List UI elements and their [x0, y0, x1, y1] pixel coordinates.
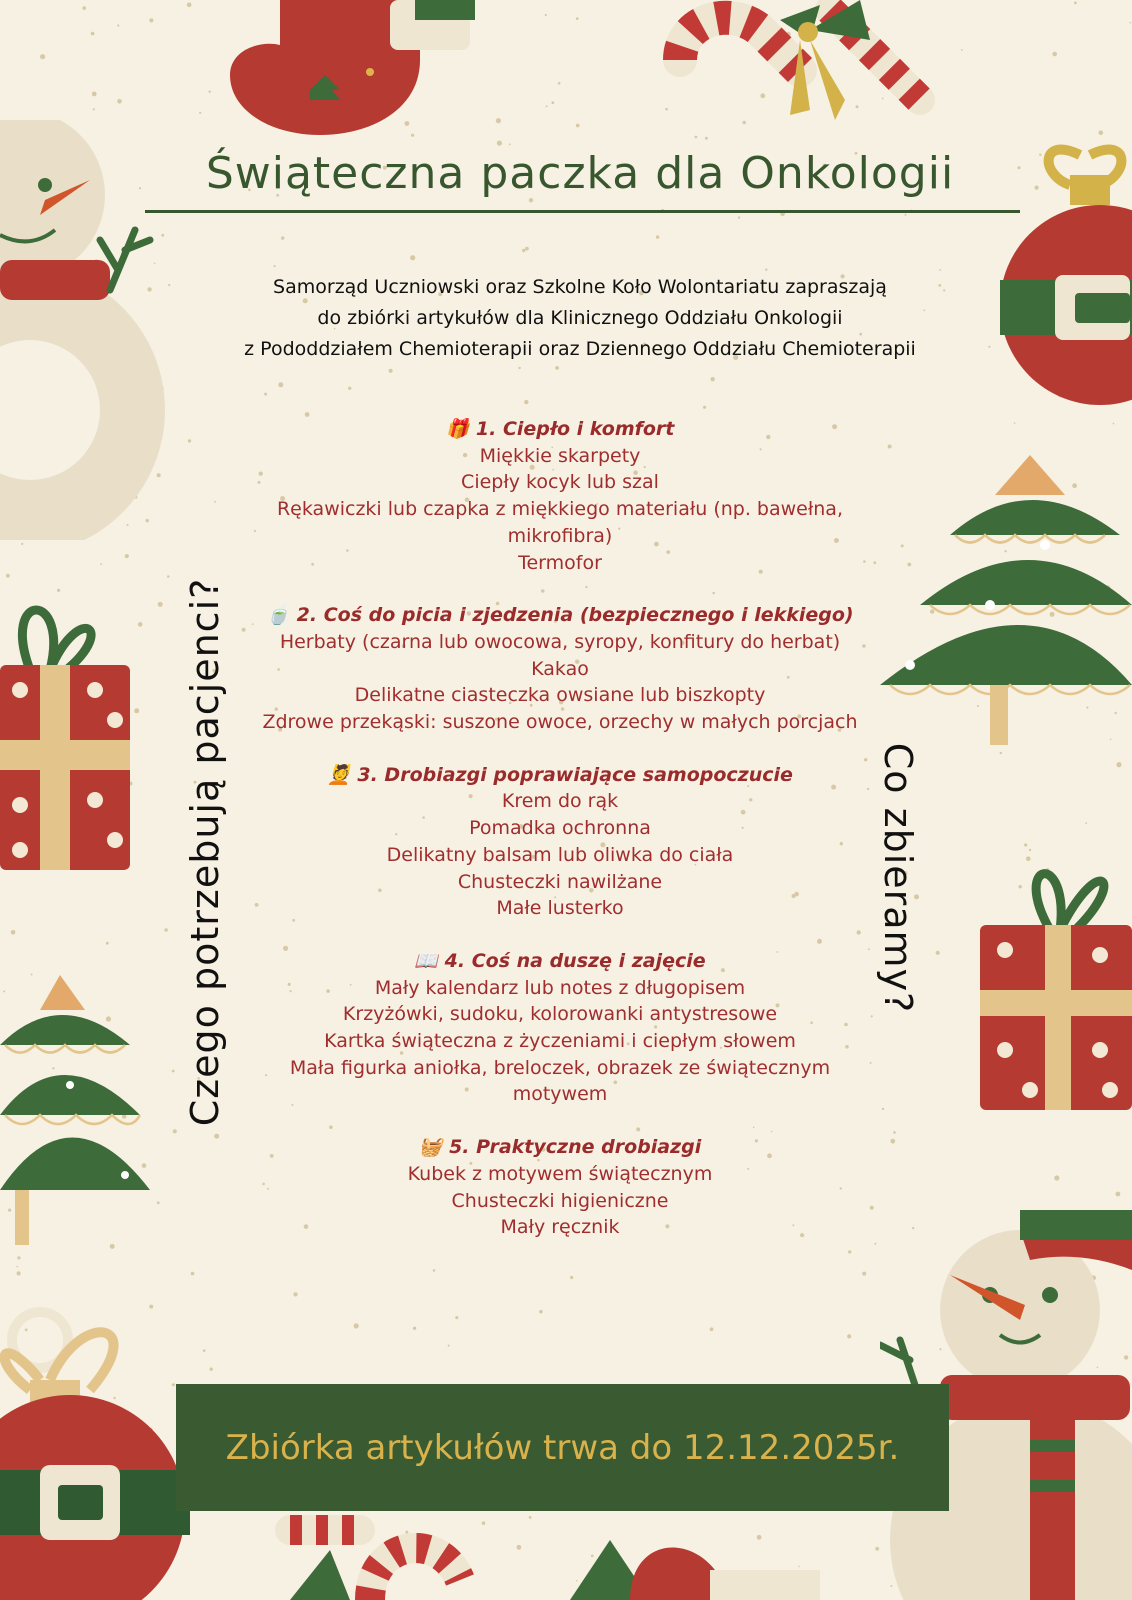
- speckle-dot: [936, 951, 940, 955]
- speckle-dot: [711, 377, 715, 381]
- section-food: [240, 602, 880, 736]
- christmas-tree-icon: [880, 455, 1132, 755]
- speckle-dot: [187, 3, 192, 8]
- speckle-dot: [497, 141, 502, 146]
- speckle-dot: [888, 445, 892, 449]
- speckle-dot: [765, 269, 767, 271]
- speckle-dot: [281, 236, 284, 239]
- speckle-dot: [93, 108, 95, 110]
- speckle-dot: [433, 1269, 436, 1272]
- christmas-tree-icon: [0, 975, 150, 1250]
- list-item: Kubek z motywem świątecznym: [407, 1162, 713, 1185]
- speckle-dot: [890, 1139, 895, 1144]
- speckle-dot: [167, 575, 170, 578]
- list-item: Zdrowe przekąski: suszone owoce, orzechy w małych porcjach: [262, 711, 858, 734]
- massage-icon: 💆: [327, 763, 351, 786]
- list-item: Małe lusterko: [496, 897, 624, 920]
- candy-cane-icon: [270, 1510, 830, 1600]
- speckle-dot: [16, 1266, 18, 1268]
- speckle-dot: [738, 216, 740, 218]
- section-heading: [240, 762, 880, 789]
- speckle-dot: [264, 393, 267, 396]
- speckle-dot: [576, 17, 579, 20]
- list-item: Kakao: [531, 657, 589, 680]
- speckle-dot: [125, 554, 129, 558]
- gift-icon: 🎁: [445, 418, 470, 440]
- speckle-dot: [348, 387, 351, 390]
- tea-cup-icon: 🍵: [266, 604, 291, 627]
- speckle-dot: [905, 214, 907, 216]
- list-item: Rękawiczki lub czapka z miękkiego materiału (np. bawełna, mikrofibra): [276, 498, 843, 547]
- speckle-dot: [413, 1327, 416, 1330]
- list-item: Krem do rąk: [501, 790, 619, 813]
- intro-line: Samorząd Uczniowski oraz Szkolne Koło Wolontariatu zapraszają: [273, 276, 887, 298]
- speckle-dot: [893, 1131, 896, 1134]
- speckle-dot: [448, 1345, 450, 1347]
- speckle-dot: [389, 369, 393, 373]
- speckle-dot: [293, 1292, 297, 1296]
- speckle-dot: [188, 439, 191, 442]
- section-soul: [240, 948, 880, 1108]
- speckle-dot: [524, 400, 528, 404]
- speckle-dot: [1113, 423, 1115, 425]
- speckle-dot: [199, 112, 201, 114]
- speckle-dot: [518, 367, 520, 369]
- list-item: Chusteczki higieniczne: [451, 1189, 669, 1212]
- deadline-text: Zbiórka artykułów trwa do 12.12.2025r.: [225, 1427, 900, 1468]
- section-heading: [240, 602, 880, 629]
- speckle-dot: [210, 1368, 213, 1371]
- speckle-dot: [551, 101, 554, 104]
- section-heading-text: 1. Ciepło i komfort: [475, 418, 675, 440]
- gift-box-icon: [0, 590, 140, 880]
- speckle-dot: [191, 1272, 195, 1276]
- side-heading-right: Co zbieramy?: [876, 742, 920, 1014]
- basket-icon: 🧺: [418, 1136, 443, 1159]
- gift-box-icon: [980, 840, 1132, 1120]
- speckle-dot: [847, 1334, 851, 1338]
- speckle-dot: [862, 1272, 866, 1276]
- speckle-dot: [509, 143, 511, 145]
- section-heading-text: 3. Drobiazgi poprawiające samopoczucie: [357, 763, 793, 786]
- speckle-dot: [525, 247, 529, 251]
- speckle-dot: [695, 136, 698, 139]
- list-item: Mały kalendarz lub notes z długopisem: [374, 976, 746, 999]
- speckle-dot: [882, 1108, 884, 1110]
- speckle-dot: [40, 54, 45, 59]
- speckle-dot: [203, 1349, 206, 1352]
- speckle-dot: [1130, 22, 1132, 24]
- section-heading: [240, 416, 880, 443]
- speckle-dot: [214, 1134, 219, 1139]
- list-item: Krzyżówki, sudoku, kolorowanki antystresowe: [342, 1003, 778, 1026]
- list-item: Mały ręcznik: [500, 1216, 620, 1239]
- section-comfort: [240, 416, 880, 576]
- speckle-dot: [106, 942, 109, 945]
- christmas-ornament-icon: [0, 1300, 190, 1600]
- speckle-dot: [558, 82, 561, 85]
- list-item: Delikatne ciasteczka owsiane lub biszkopty: [354, 684, 766, 707]
- speckle-dot: [21, 543, 23, 545]
- speckle-dot: [149, 18, 153, 22]
- speckle-dot: [354, 1323, 359, 1328]
- list-item: Miękkie skarpety: [479, 444, 641, 467]
- speckle-dot: [710, 1327, 714, 1331]
- speckle-dot: [961, 49, 963, 51]
- section-heading-text: 2. Coś do picia i zjedzenia (bezpiecznego i lekkiego): [296, 604, 854, 627]
- speckle-dot: [274, 265, 276, 267]
- candy-cane-icon: [660, 0, 940, 125]
- list-item: Delikatny balsam lub oliwka do ciała: [386, 843, 734, 866]
- list-item: Kartka świąteczna z życzeniami i ciepłym słowem: [324, 1030, 796, 1053]
- speckle-dot: [410, 255, 415, 260]
- christmas-stocking-icon: [220, 0, 480, 140]
- speckle-dot: [656, 235, 659, 238]
- speckle-dot: [117, 24, 119, 26]
- speckle-dot: [705, 137, 708, 140]
- speckle-dot: [1116, 1192, 1121, 1197]
- speckle-dot: [17, 1271, 21, 1275]
- section-heading-text: 4. Coś na duszę i zajęcie: [444, 949, 706, 972]
- speckle-dot: [703, 406, 706, 409]
- section-practical: [240, 1134, 880, 1241]
- speckle-dot: [539, 1310, 543, 1314]
- speckle-dot: [875, 1547, 879, 1551]
- speckle-dot: [555, 366, 559, 370]
- section-heading: [240, 1134, 880, 1161]
- side-heading-left: Czego potrzebują pacjenci?: [183, 577, 227, 1127]
- speckle-dot: [1074, 2, 1077, 5]
- intro-text: [180, 272, 980, 365]
- section-heading: [240, 948, 880, 975]
- speckle-dot: [209, 91, 211, 93]
- speckle-dot: [82, 6, 86, 10]
- title-underline: [145, 210, 1020, 213]
- speckle-dot: [1054, 1175, 1059, 1180]
- items-list: [240, 416, 880, 1267]
- speckle-dot: [158, 602, 163, 607]
- page-title: Świąteczna paczka dla Onkologii: [205, 148, 955, 199]
- speckle-dot: [1116, 762, 1121, 767]
- speckle-dot: [91, 32, 95, 36]
- speckle-dot: [496, 118, 501, 123]
- speckle-dot: [545, 14, 547, 16]
- speckle-dot: [157, 1201, 160, 1204]
- section-heading-text: 5. Praktyczne drobiazgi: [449, 1136, 702, 1159]
- speckle-dot: [1052, 52, 1057, 57]
- speckle-dot: [11, 930, 16, 935]
- speckle-dot: [100, 563, 102, 565]
- speckle-dot: [6, 574, 10, 578]
- list-item: Chusteczki nawilżane: [457, 870, 663, 893]
- speckle-dot: [546, 105, 548, 107]
- intro-line: do zbiórki artykułów dla Klinicznego Oddziału Onkologii: [317, 307, 843, 329]
- speckle-dot: [939, 269, 941, 271]
- speckle-dot: [455, 1316, 458, 1319]
- speckle-dot: [576, 124, 580, 128]
- list-item: Termofor: [518, 551, 602, 574]
- speckle-dot: [570, 1276, 573, 1279]
- speckle-dot: [278, 382, 283, 387]
- speckle-dot: [214, 501, 216, 503]
- list-item: Pomadka ochronna: [469, 817, 651, 840]
- speckle-dot: [172, 1070, 175, 1073]
- speckle-dot: [522, 249, 525, 252]
- open-book-icon: 📖: [414, 949, 439, 972]
- deadline-banner: [176, 1384, 949, 1511]
- intro-line: z Pododdziałem Chemioterapii oraz Dziennego Oddziału Chemioterapii: [244, 338, 916, 360]
- speckle-dot: [117, 99, 122, 104]
- list-item: Herbaty (czarna lub owocowa, syropy, konfitury do herbat): [279, 630, 841, 653]
- speckle-dot: [92, 92, 97, 97]
- speckle-dot: [17, 1256, 20, 1259]
- list-item: Mała figurka aniołka, breloczek, obrazek ze świątecznym motywem: [289, 1056, 831, 1106]
- list-item: Ciepły kocyk lub szal: [461, 471, 659, 494]
- section-wellbeing: [240, 762, 880, 922]
- speckle-dot: [1014, 422, 1016, 424]
- speckle-dot: [164, 928, 168, 932]
- speckle-dot: [173, 1129, 177, 1133]
- speckle-dot: [988, 346, 990, 348]
- speckle-dot: [1085, 822, 1087, 824]
